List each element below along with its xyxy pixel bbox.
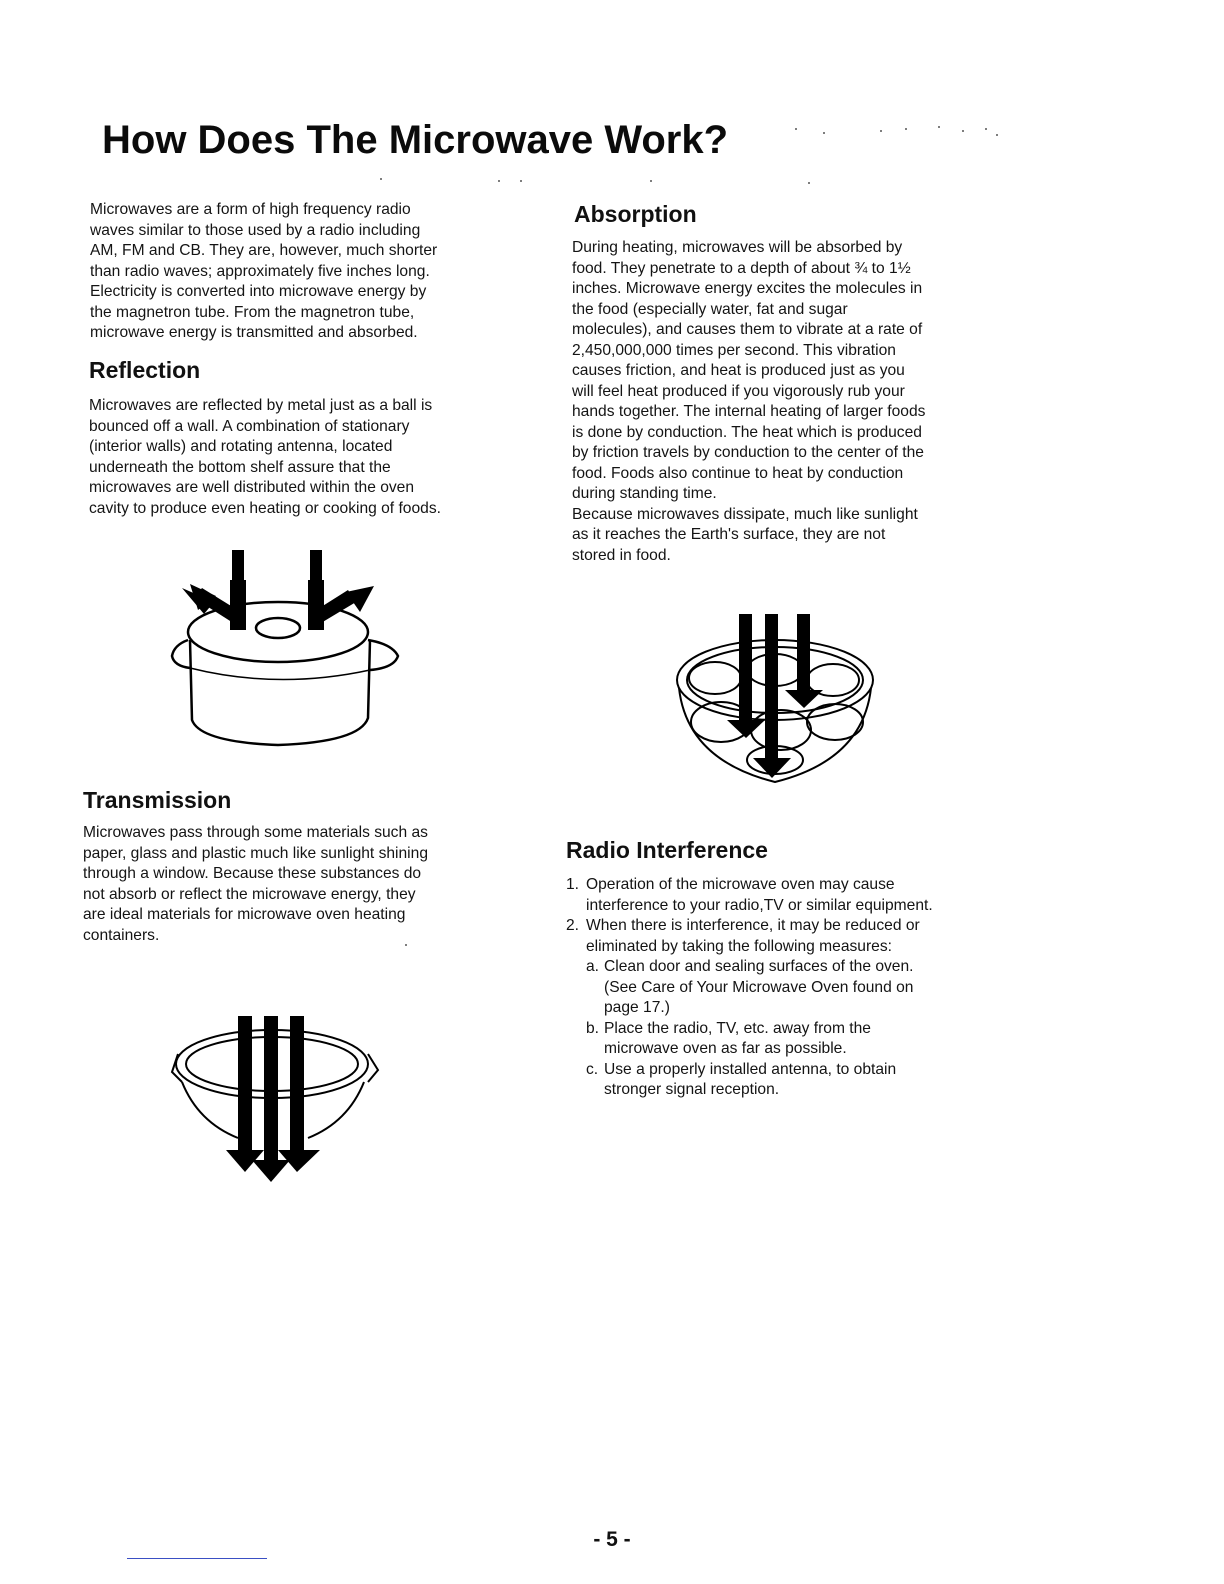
text-line: through a window. Because these substances do (83, 865, 422, 882)
list-number: 2. (566, 917, 580, 934)
reflection-heading: Reflection (89, 357, 201, 383)
reflection-pot-illustration (160, 540, 420, 770)
text-line: Microwaves are a form of high frequency radio (90, 201, 411, 218)
transmission-dish-illustration (168, 1012, 388, 1187)
text-line: stored in food. (572, 546, 671, 564)
text-line: paper, glass and plastic much like sunlight shining (83, 844, 428, 862)
text-line: the magnetron tube. From the magnetron tube, (90, 303, 415, 321)
text-line: Microwaves pass through some materials such as (83, 824, 428, 841)
text-line: not absorb or reflect the microwave energy, they (83, 885, 416, 903)
text-line: will feel heat produced if you vigorously rub your (572, 382, 905, 400)
text-line: (See Care of Your Microwave Oven found on (604, 978, 914, 996)
bottom-rule (127, 1558, 267, 1559)
text-line: molecules), and causes them to vibrate at a rate of (572, 321, 923, 338)
page-number: - 5 - (593, 1528, 631, 1551)
page-title: How Does The Microwave Work? (102, 118, 729, 162)
text-line: underneath the bottom shelf assure that the (89, 458, 391, 476)
text-line: hands together. The internal heating of larger foods (572, 403, 926, 420)
text-line: Operation of the microwave oven may cause (586, 876, 895, 893)
text-line: 2,450,000,000 times per second. This vibration (572, 341, 896, 359)
radio-interference-list (566, 875, 933, 1101)
list-item (566, 875, 933, 916)
text-line: bounced off a wall. A combination of stationary (89, 417, 410, 435)
text-line: food. They penetrate to a depth of about ¾ to 1½ (572, 259, 911, 277)
text-line: Electricity is converted into microwave energy by (90, 283, 427, 300)
text-line: containers. (83, 926, 160, 944)
sub-list-item (586, 1019, 933, 1060)
text-line: Because microwaves dissipate, much like sunlight (572, 505, 918, 523)
list-letter: c. (586, 1060, 599, 1078)
transmission-heading: Transmission (83, 787, 232, 813)
text-line: stronger signal reception. (604, 1081, 780, 1098)
text-line: Place the radio, TV, etc. away from the (604, 1019, 871, 1037)
text-line: are ideal materials for microwave oven heating (83, 906, 406, 923)
text-line: during standing time. (572, 485, 717, 502)
text-line: interference to your radio,TV or similar equipment. (586, 896, 933, 914)
text-line: Microwaves are reflected by metal just as a ball is (89, 397, 433, 414)
text-line: When there is interference, it may be reduced or (586, 917, 920, 934)
text-line: (interior walls) and rotating antenna, located (89, 438, 393, 455)
text-line: During heating, microwaves will be absorbed by (572, 239, 903, 256)
list-item (566, 916, 933, 1101)
text-line: microwave oven as far as possible. (604, 1040, 847, 1057)
text-line: eliminated by taking the following measures: (586, 937, 892, 955)
text-line: food. Foods also continue to heat by conduction (572, 464, 904, 482)
sub-list (586, 957, 933, 1101)
absorption-bowl-illustration (675, 610, 880, 795)
text-line: AM, FM and CB. They are, however, much shorter (90, 242, 438, 259)
text-line: causes friction, and heat is produced just as you (572, 362, 905, 379)
text-line: Clean door and sealing surfaces of the oven. (604, 958, 914, 975)
reflection-paragraph (89, 396, 441, 519)
radio-interference-heading: Radio Interference (566, 837, 768, 863)
absorption-paragraph (572, 238, 925, 566)
list-letter: a. (586, 958, 600, 975)
text-line: waves similar to those used by a radio including (90, 221, 421, 239)
text-line: than radio waves; approximately five inches long. (90, 262, 430, 280)
transmission-paragraph (83, 823, 428, 946)
text-line: inches. Microwave energy excites the molecules in (572, 280, 923, 297)
text-line: is done by conduction. The heat which is produced (572, 423, 922, 441)
absorption-heading: Absorption (574, 201, 697, 227)
text-line: as it reaches the Earth's surface, they are not (572, 526, 886, 543)
sub-list-item (586, 1060, 933, 1101)
text-line: by friction travels by conduction to the center of the (572, 444, 924, 461)
list-number: 1. (566, 876, 580, 893)
text-line: cavity to produce even heating or cooking of foods. (89, 499, 441, 517)
text-line: Use a properly installed antenna, to obtain (604, 1060, 897, 1078)
text-line: microwave energy is transmitted and absorbed. (90, 324, 418, 341)
intro-paragraph (90, 200, 437, 344)
text-line: the food (especially water, fat and sugar (572, 300, 848, 318)
text-line: page 17.) (604, 999, 670, 1016)
text-line: microwaves are well distributed within the oven (89, 479, 415, 496)
sub-list-item (586, 957, 933, 1019)
list-letter: b. (586, 1019, 600, 1037)
